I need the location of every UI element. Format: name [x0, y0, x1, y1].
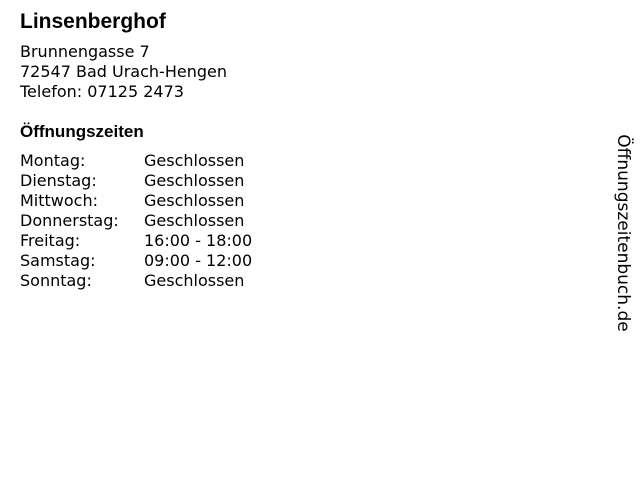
- time-value: Geschlossen: [144, 151, 245, 170]
- hours-row-saturday: [20, 251, 252, 271]
- hours-row-wednesday: [20, 191, 252, 211]
- site-watermark: Öffnungszeitenbuch.de: [613, 134, 633, 332]
- day-label: Donnerstag:: [20, 211, 119, 230]
- hours-row-monday: [20, 151, 252, 171]
- hours-row-friday: [20, 231, 252, 251]
- hours-row-tuesday: [20, 171, 252, 191]
- time-value: Geschlossen: [144, 211, 245, 230]
- day-label: Mittwoch:: [20, 191, 98, 210]
- opening-hours-heading: Öffnungszeiten: [20, 122, 144, 141]
- day-label: Dienstag:: [20, 171, 97, 190]
- time-value: Geschlossen: [144, 171, 245, 190]
- city-address: 72547 Bad Urach-Hengen: [20, 62, 227, 81]
- phone-number: Telefon: 07125 2473: [20, 82, 184, 101]
- time-value: 16:00 - 18:00: [144, 231, 253, 250]
- day-label: Montag:: [20, 151, 86, 170]
- day-label: Samstag:: [20, 251, 96, 270]
- hours-row-sunday: [20, 271, 252, 291]
- business-card: [20, 10, 252, 291]
- time-value: Geschlossen: [144, 271, 245, 290]
- business-name: Linsenberghof: [20, 10, 166, 33]
- time-value: Geschlossen: [144, 191, 245, 210]
- time-value: 09:00 - 12:00: [144, 251, 253, 270]
- day-label: Freitag:: [20, 231, 81, 250]
- day-label: Sonntag:: [20, 271, 92, 290]
- street-address: Brunnengasse 7: [20, 42, 150, 61]
- hours-row-thursday: [20, 211, 252, 231]
- opening-hours-table: [20, 151, 252, 291]
